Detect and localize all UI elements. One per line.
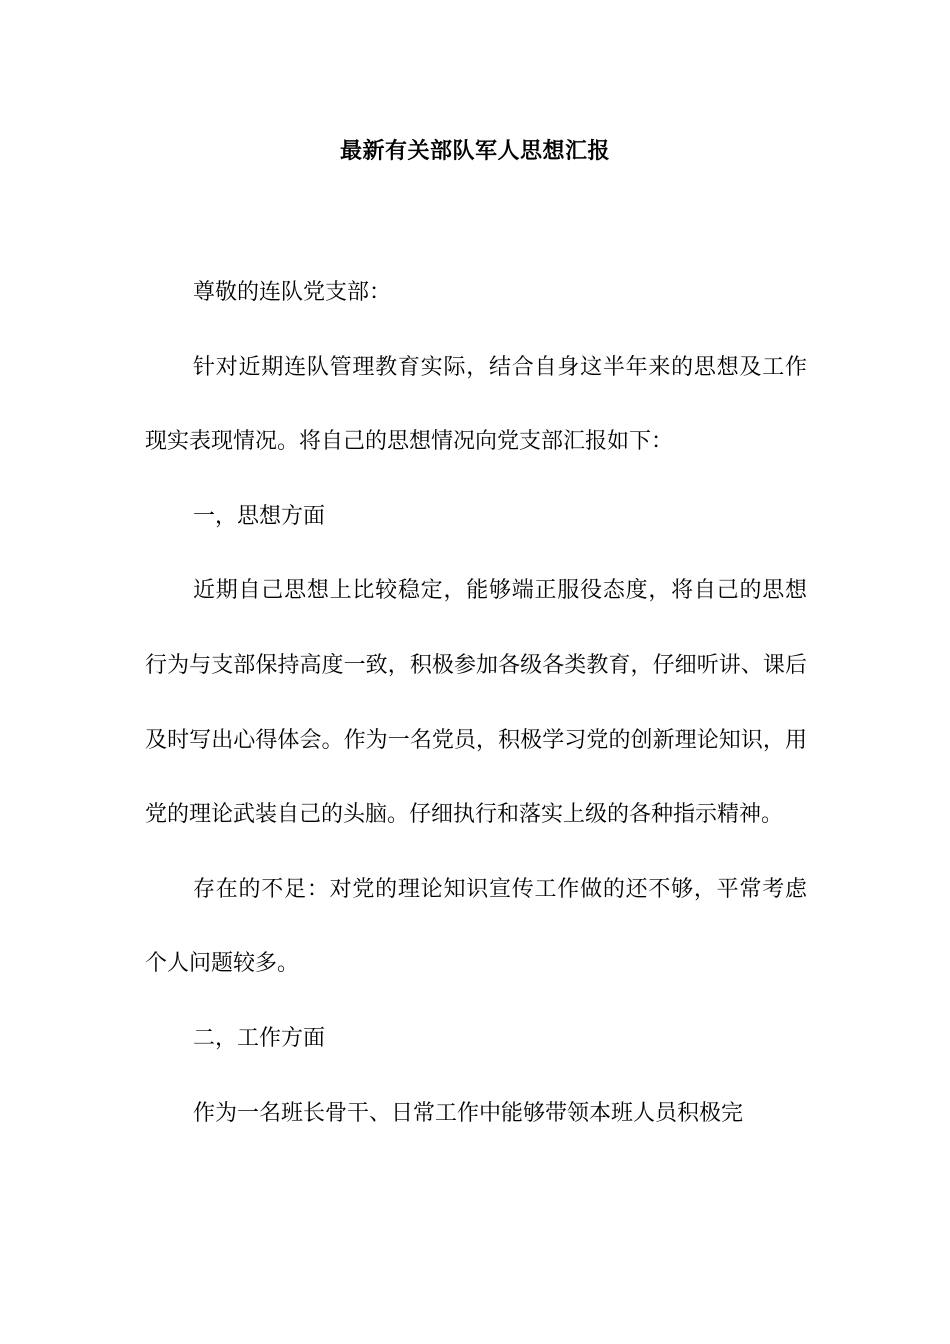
- paragraph-shortcomings: 存在的不足：对党的理论知识宣传工作做的还不够，平常考虑个人问题较多。: [145, 876, 807, 977]
- paragraph-thought: 近期自己思想上比较稳定，能够端正服役态度，将自己的思想行为与支部保持高度一致，积极参加各级各类教育，仔细听讲、课后及时写出心得体会。作为一名党员，积极学习党的创新理论知识，用党的理论武装自己的头脑。仔细执行和落实上级的各种指示精神。: [145, 578, 807, 828]
- document-title: 最新有关部队军人思想汇报: [339, 138, 610, 164]
- document-body: [145, 256, 807, 1151]
- section-heading-work: 二，工作方面: [193, 1025, 326, 1051]
- paragraph-intro: 针对近期连队管理教育实际，结合自身这半年来的思想及工作现实表现情况。将自己的思想情况向党支部汇报如下：: [145, 354, 807, 455]
- paragraph-work: 作为一名班长骨干、日常工作中能够带领本班人员积极完: [193, 1100, 744, 1126]
- section-heading-thought: 一，思想方面: [193, 503, 326, 529]
- salutation: 尊敬的连队党支部：: [193, 280, 392, 305]
